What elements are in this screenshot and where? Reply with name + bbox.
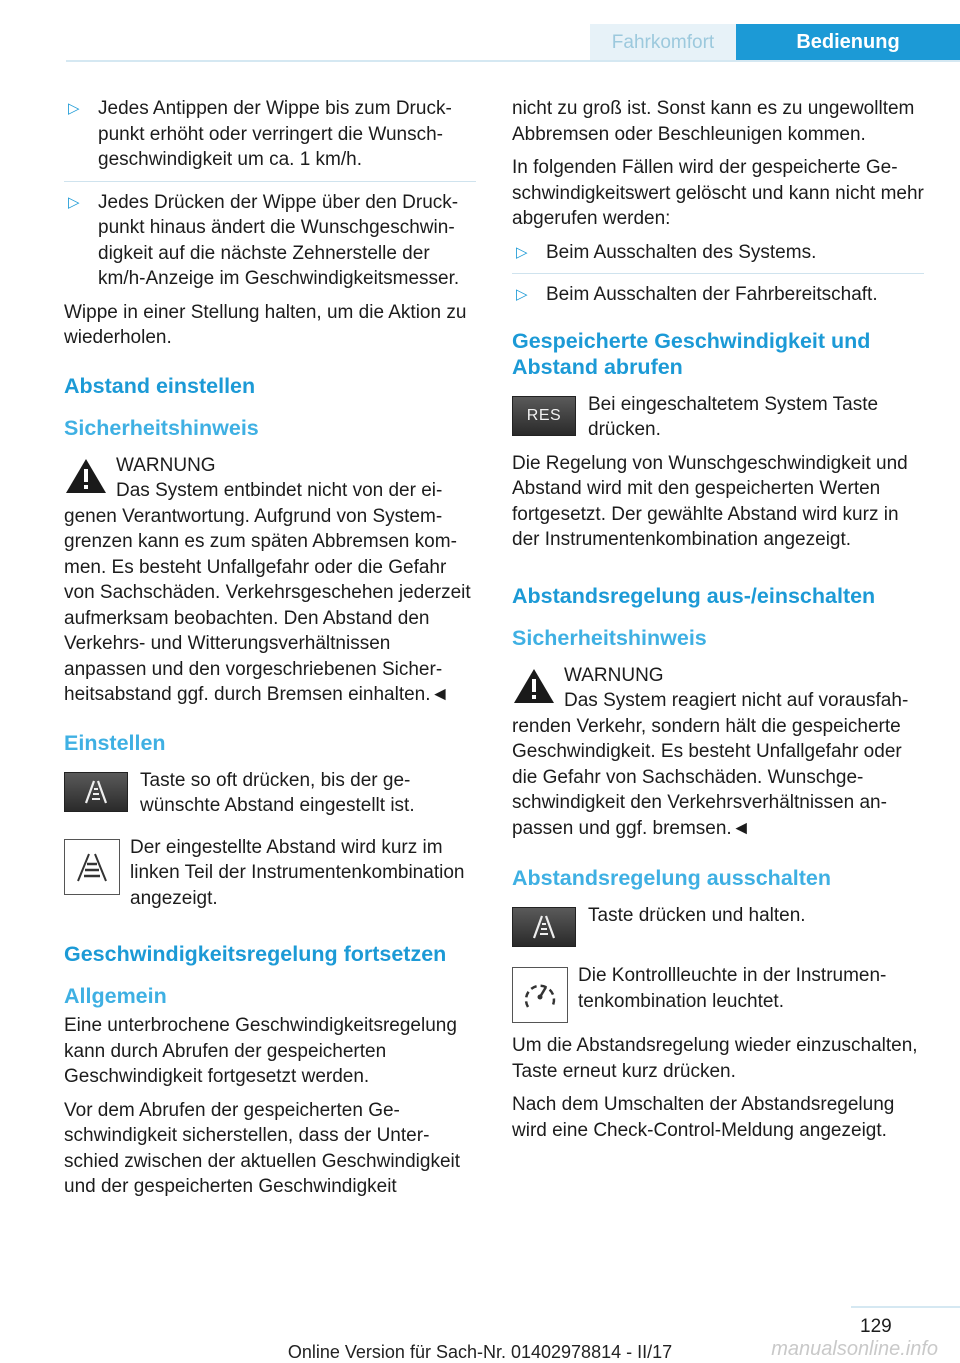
distance-button [64,772,128,812]
heading-ausschalten: Abstandsregelung ausschalten [512,866,831,890]
ausschalten-text: Taste drücken und halten. [588,905,806,926]
warning-block [64,453,476,708]
warning-label: WARNUNG [116,454,216,476]
online-version-text: Online Version für Sach-Nr. 01402978814 - II/17 [287,1342,673,1362]
warning-body: Das System reagiert nicht auf vorausfahrenden Verkehr, sondern hält die gespeicherte Geschwindigkeit. Es besteht Unfallgefahr oder die Gefahr von Sachschäden. Wunschgeschwindigkeit den Verkehrsverhältnissen anpassen und ggf. bremsen.◄ [512,690,909,839]
triangle-bullet-icon: ▷ [516,243,528,261]
warning-triangle-icon [512,667,556,713]
header-tab-fahrkomfort[interactable]: Fahrkomfort [590,24,736,61]
heading-einstellen: Einstellen [64,730,166,755]
warning-triangle-icon [64,457,108,503]
paragraph: Um die Abstandsregelung wieder einzuschalten, Taste erneut kurz drücken. [512,1035,918,1082]
paragraph: Die Regelung von Wunschgeschwindigkeit und Abstand wird mit den gespeicherten Werten fortgesetzt. Der gewählte Abstand wird kurz in der Instrumentenkombination angezeigt. [512,452,908,550]
paragraph: Wippe in einer Stellung halten, um die Aktion zu wiederholen. [64,301,467,348]
divider [64,181,476,182]
triangle-bullet-icon: ▷ [68,100,80,117]
control-light [512,967,568,1023]
distance-button-icon [512,907,576,947]
right-column [512,96,924,1151]
heading-sicherheitshinweis: Sicherheitshinweis [512,625,707,650]
divider [512,273,924,274]
paragraph: nicht zu groß ist. Sonst kann es zu ungewolltem Abbremsen oder Beschleunigen kommen. [512,98,915,145]
distance-indicator-icon [64,839,120,895]
warning-block [512,663,924,842]
paragraph: Eine unterbrochene Geschwindigkeitsregelung kann durch Abrufen der gespeicherten Geschwindigkeit fortgesetzt werden. [64,1015,457,1087]
bullet-text: Jedes Drücken der Wippe über den Druckpunkt hinaus ändert die Wunschgeschwindigkeit auf die nächste Zehnerstelle der km/h-Anzeige im Geschwindigkeitsmesser. [98,191,460,289]
heading-fortsetzen: Geschwindigkeitsregelung fortsetzen [64,942,447,966]
watermark: manualsonline.info [771,1338,938,1360]
warning-text [64,478,476,708]
paragraph: Nach dem Umschalten der Abstandsregelung wird eine Check-Control-Meldung angezeigt. [512,1094,895,1141]
header-rule [66,60,960,62]
list-item [64,96,476,173]
warning-body: Das System entbindet nicht von der eigenen Verantwortung. Aufgrund von Systemgrenzen kann es zum späten Abbremsen kommen. Es besteht Unfallgefahr oder die Gefahr von Sachschäden. Verkehrsgeschehen jederzeit aufmerksam beobachten. Den Abstand den Verkehrs- und Witterungsverhältnissen anpassen und den vorgeschriebenen Sicherheitsabstand ggf. durch Bremsen einhalten.◄ [64,480,471,705]
left-column [64,96,476,1208]
paragraph: In folgenden Fällen wird der gespeicherte Geschwindigkeitswert gelöscht und kann nicht mehr abgerufen werden: [512,157,924,229]
distance-button [512,907,576,947]
page-number: 129 [860,1316,892,1337]
heading-abstand-einstellen: Abstand einstellen [64,373,256,398]
button-instruction [64,768,476,819]
indicator-instruction [512,963,924,1025]
eingestellt-text: Der eingestellte Abstand wird kurz im linken Teil der Instrumentenkombination angezeigt. [130,836,465,909]
bullet-text: Beim Ausschalten der Fahrbereitschaft. [546,284,878,305]
distance-indicator [64,839,120,895]
heading-allgemein: Allgemein [64,984,167,1008]
res-button-label: RES [512,396,576,436]
heading-abrufen: Gespeicherte Geschwindigkeit und Abstand abrufen [512,328,871,379]
indicator-instruction [64,835,476,912]
button-instruction [512,903,924,947]
bullet-text: Beim Ausschalten des Systems. [546,241,817,263]
heading-aus-einschalten: Abstandsregelung aus-/einschalten [512,583,876,608]
list-item [512,282,924,308]
einstellen-text: Taste so oft drücken, bis der gewünschte Abstand eingestellt ist. [140,769,415,816]
triangle-bullet-icon: ▷ [516,286,528,303]
distance-button-icon [64,772,128,812]
list-item [64,190,476,292]
res-button [512,396,576,436]
bullet-text: Jedes Antippen der Wippe bis zum Druckpunkt erhöht oder verringert die Wunschgeschwindigkeit um ca. 1 km/h. [98,98,452,170]
warning-label: WARNUNG [564,664,664,686]
kontroll-text: Die Kontrollleuchte in der Instrumentenkombination leuchtet. [578,965,887,1012]
list-item [512,240,924,266]
speedometer-icon [512,967,568,1023]
header-tab-bedienung[interactable]: Bedienung [736,24,960,61]
paragraph: Vor dem Abrufen der gespeicherten Geschwindigkeit sicherstellen, dass der Unterschied zwischen der aktuellen Geschwindigkeit und der gespeicherten Geschwindigkeit [64,1099,461,1197]
res-text: Bei eingeschaltetem System Taste drücken. [588,393,879,440]
triangle-bullet-icon: ▷ [68,193,80,211]
button-instruction [512,392,924,443]
footer-rule [851,1306,960,1308]
heading-sicherheitshinweis: Sicherheitshinweis [64,415,259,440]
